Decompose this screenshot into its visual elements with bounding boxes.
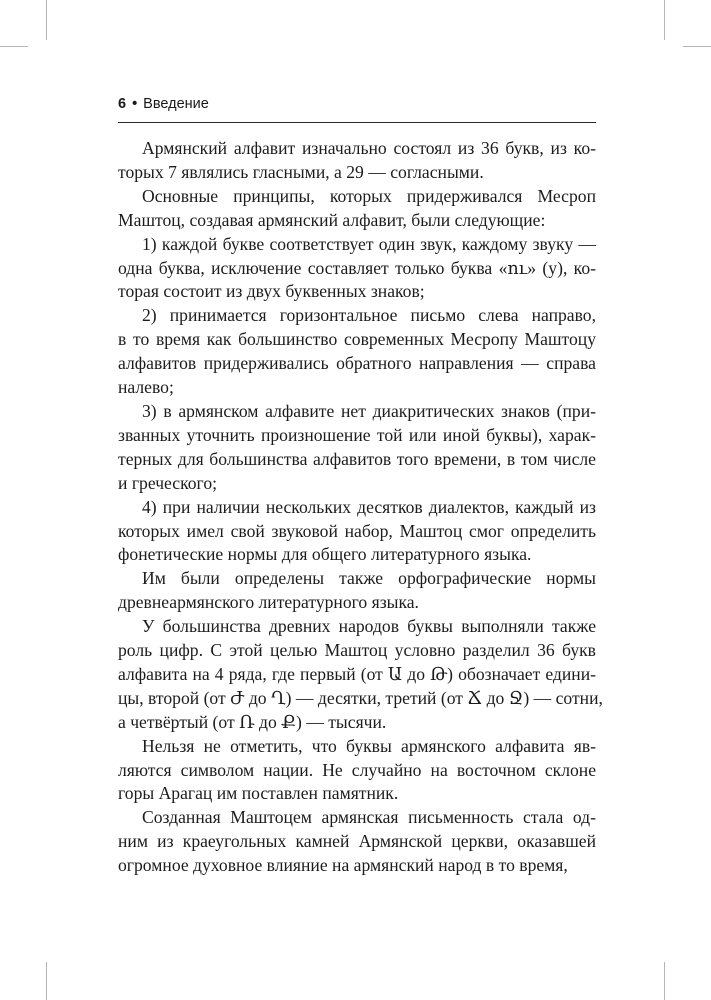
crop-mark-bottom-left (46, 962, 47, 1000)
text-line: огромное духовное влияние на армянский народ в то время, (118, 855, 568, 876)
text-line: которых имел свой звуковой набор, Маштоц смог определить (118, 520, 596, 541)
paragraph-3 (118, 233, 596, 305)
text-line: Армянский алфавит изначально состоял из 36 букв, из ко- (142, 138, 596, 158)
text-line: алфавита на 4 ряда, где первый (от Ա до Թ) обозначает едини- (118, 663, 596, 684)
paragraph-9 (118, 735, 596, 807)
text-line: цы, второй (от Ժ до Ղ) — десятки, третий (от Ճ до Ջ) — сотни, (118, 687, 603, 708)
text-line: Маштоц, создавая армянский алфавит, были следующие: (118, 209, 546, 230)
text-line: древнеармянского литературного языка. (118, 592, 419, 613)
text-line: Им были определены также орфографические нормы (142, 568, 596, 589)
crop-mark-top-right (664, 0, 665, 40)
text-line: ляются символом нации. Не случайно на восточном склоне (118, 759, 596, 780)
text-line: фонетические нормы для общего литературного языка. (118, 544, 532, 565)
running-head (118, 96, 209, 112)
text-line: торая состоит из двух буквенных знаков; (118, 281, 425, 302)
text-line: одна буква, исключение составляет только буква «ու» (у), ко- (118, 257, 596, 278)
paragraph-1 (118, 137, 596, 185)
paragraph-5 (118, 400, 596, 496)
text-line: Созданная Маштоцем армянская письменность стала од- (142, 807, 596, 828)
crop-mark-bottom-right (664, 962, 665, 1000)
section-title: Введение (143, 96, 209, 112)
text-line: 2) принимается горизонтальное письмо слева направо, (142, 305, 596, 326)
crop-mark-top-left (46, 0, 47, 40)
text-line: Нельзя не отметить, что буквы армянского алфавита яв- (142, 735, 596, 756)
text-line: и греческого; (118, 472, 218, 493)
header-rule (118, 122, 596, 123)
page-number: 6 (118, 96, 127, 112)
paragraph-7 (118, 567, 596, 615)
text-line: горы Арагац им поставлен памятник. (118, 783, 399, 804)
paragraph-6 (118, 496, 596, 568)
paragraph-10 (118, 806, 596, 878)
body-text (118, 137, 603, 878)
text-line: ним из краеугольных камней Армянской церкви, оказавшей (118, 831, 596, 852)
crop-mark-left-top (0, 46, 28, 47)
text-line: торых 7 являлись гласными, а 29 — согласными. (118, 161, 484, 182)
paragraph-2 (118, 185, 596, 233)
text-line: 4) при наличии нескольких десятков диалектов, каждый из (142, 496, 596, 517)
text-line: 1) каждой букве соответствует один звук, каждому звуку — (142, 233, 596, 254)
text-line: терных для большинства алфавитов того времени, в том числе (118, 448, 596, 469)
text-line: 3) в армянском алфавите нет диакритических знаков (при- (142, 400, 596, 421)
text-line: У большинства древних народов буквы выполняли также (142, 616, 596, 637)
text-line: званных уточнить произношение той или иной буквы), харак- (118, 424, 596, 445)
text-line: налево; (118, 377, 174, 398)
separator-dot: • (132, 96, 138, 112)
text-line: а четвёртый (от Ռ до Ք) — тысячи. (118, 711, 387, 732)
text-line: роль цифр. С этой целью Маштоц условно разделил 36 букв (118, 640, 596, 661)
paragraph-4 (118, 304, 596, 400)
text-line: алфавитов придерживались обратного направления — справа (118, 353, 596, 374)
text-line: Основные принципы, которых придерживался Месроп (142, 185, 596, 206)
text-line: в то время как большинство современных Месропу Маштоцу (118, 329, 596, 350)
crop-mark-right-top (683, 46, 711, 47)
paragraph-8 (118, 615, 603, 735)
